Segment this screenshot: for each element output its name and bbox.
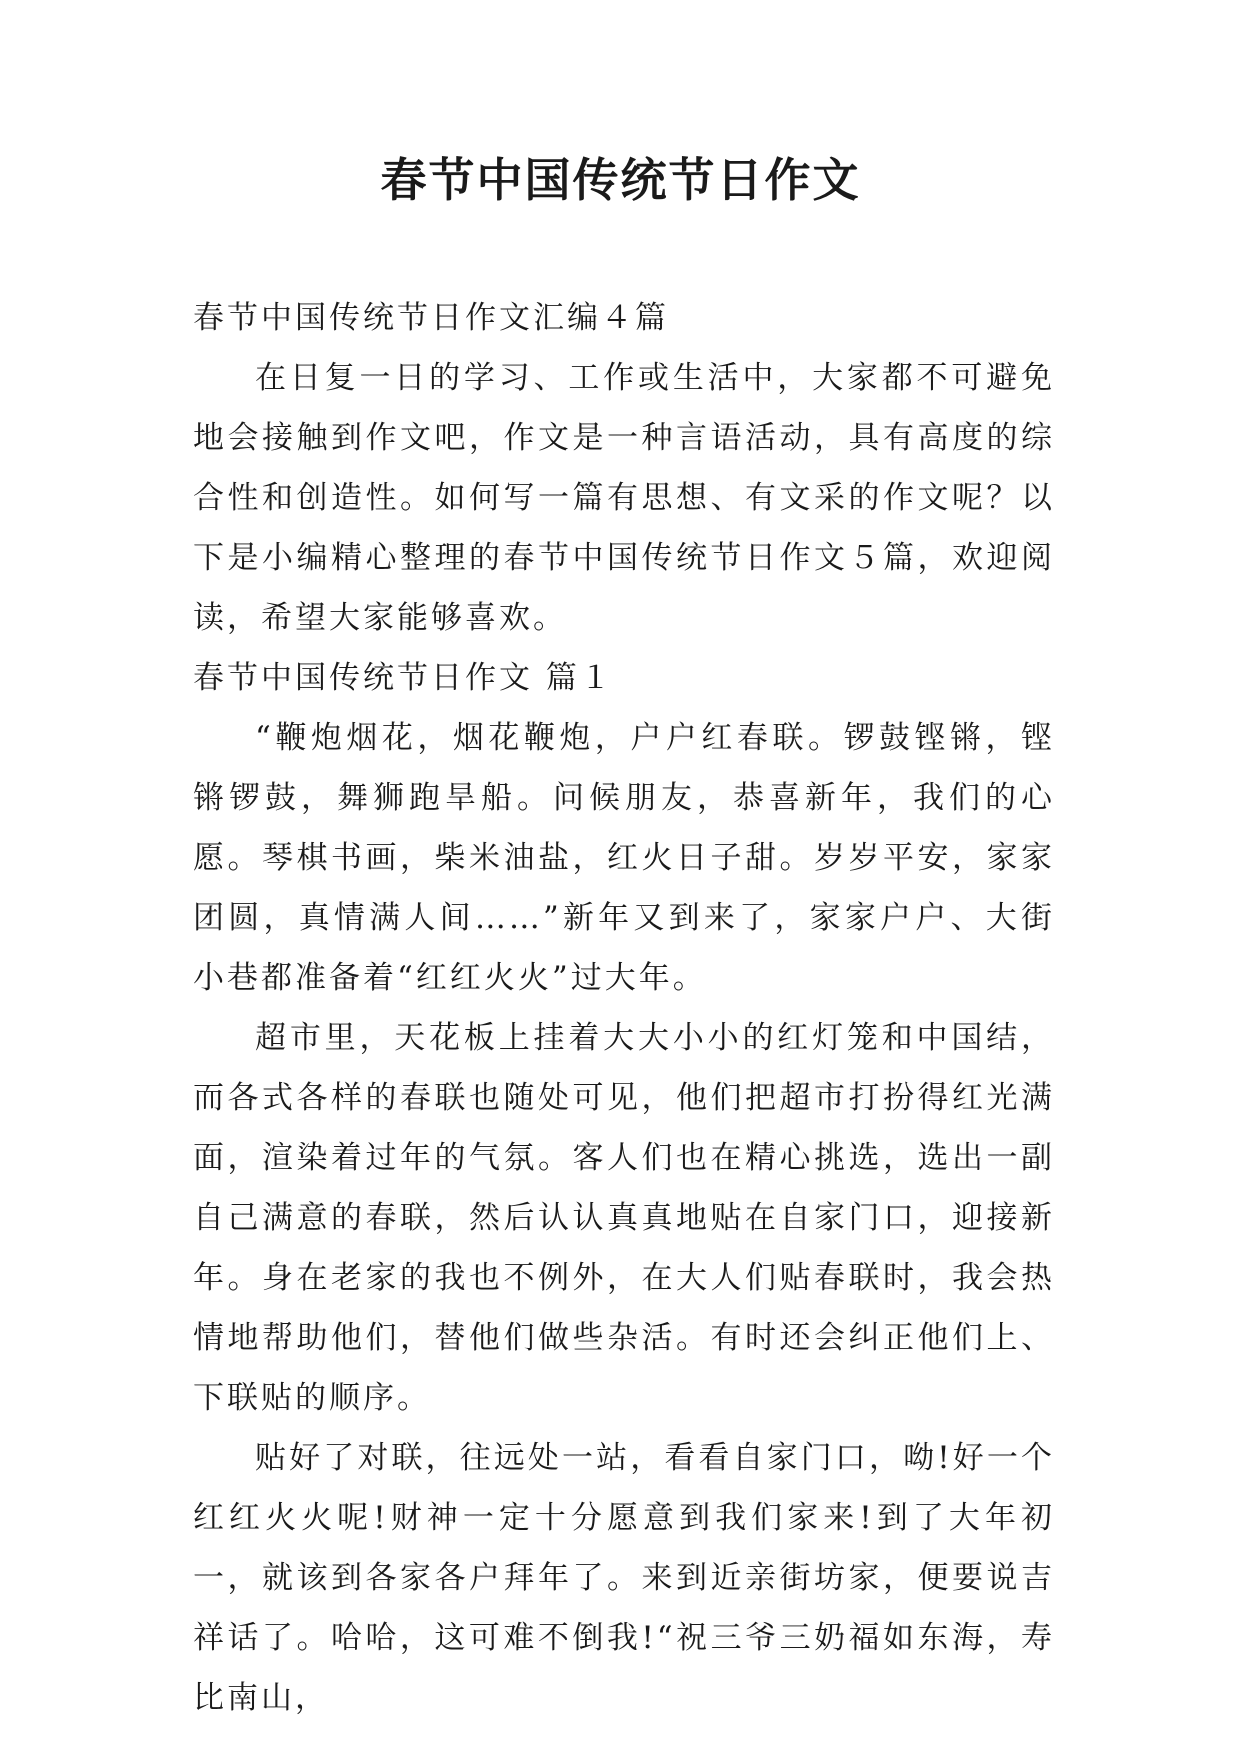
paragraph-1: 在日复一日的学习、工作或生活中，大家都不可避免地会接触到作文吧，作文是一种言语活动，具有高度的综合性和创造性。如何写一篇有思想、有文采的作文呢？以下是小编精心整理的春节中国传统节日作文５篇，欢迎阅读，希望大家能够喜欢。 xyxy=(193,360,1055,636)
paragraph-2: 春节中国传统节日作文 篇１ xyxy=(193,660,614,696)
paragraph-3: “鞭炮烟花，烟花鞭炮，户户红春联。锣鼓铿锵，铿锵锣鼓，舞狮跑旱船。问候朋友，恭喜新年，我们的心愿。琴棋书画，柴米油盐，红火日子甜。岁岁平安，家家团圆，真情满人间……”新年又到来了，家家户户、大街小巷都准备着“红红火火”过大年。 xyxy=(193,720,1055,996)
paragraph-5: 贴好了对联，往远处一站，看看自家门口，呦!好一个红红火火呢!财神一定十分愿意到我们家来!到了大年初一，就该到各家各户拜年了。来到近亲街坊家，便要说吉祥话了。哈哈，这可难不倒我!“祝三爷三奶福如东海，寿比南山， xyxy=(193,1440,1055,1716)
paragraph-0: 春节中国传统节日作文汇编４篇 xyxy=(193,300,669,336)
document-title: 春节中国传统节日作文 xyxy=(380,153,861,207)
document-body xyxy=(193,288,1055,1728)
paragraph-4: 超市里，天花板上挂着大大小小的红灯笼和中国结，而各式各样的春联也随处可见，他们把超市打扮得红光满面，渲染着过年的气氛。客人们也在精心挑选，选出一副自己满意的春联，然后认认真真地贴在自家门口，迎接新年。身在老家的我也不例外，在大人们贴春联时，我会热情地帮助他们，替他们做些杂活。有时还会纠正他们上、下联贴的顺序。 xyxy=(193,1020,1055,1416)
